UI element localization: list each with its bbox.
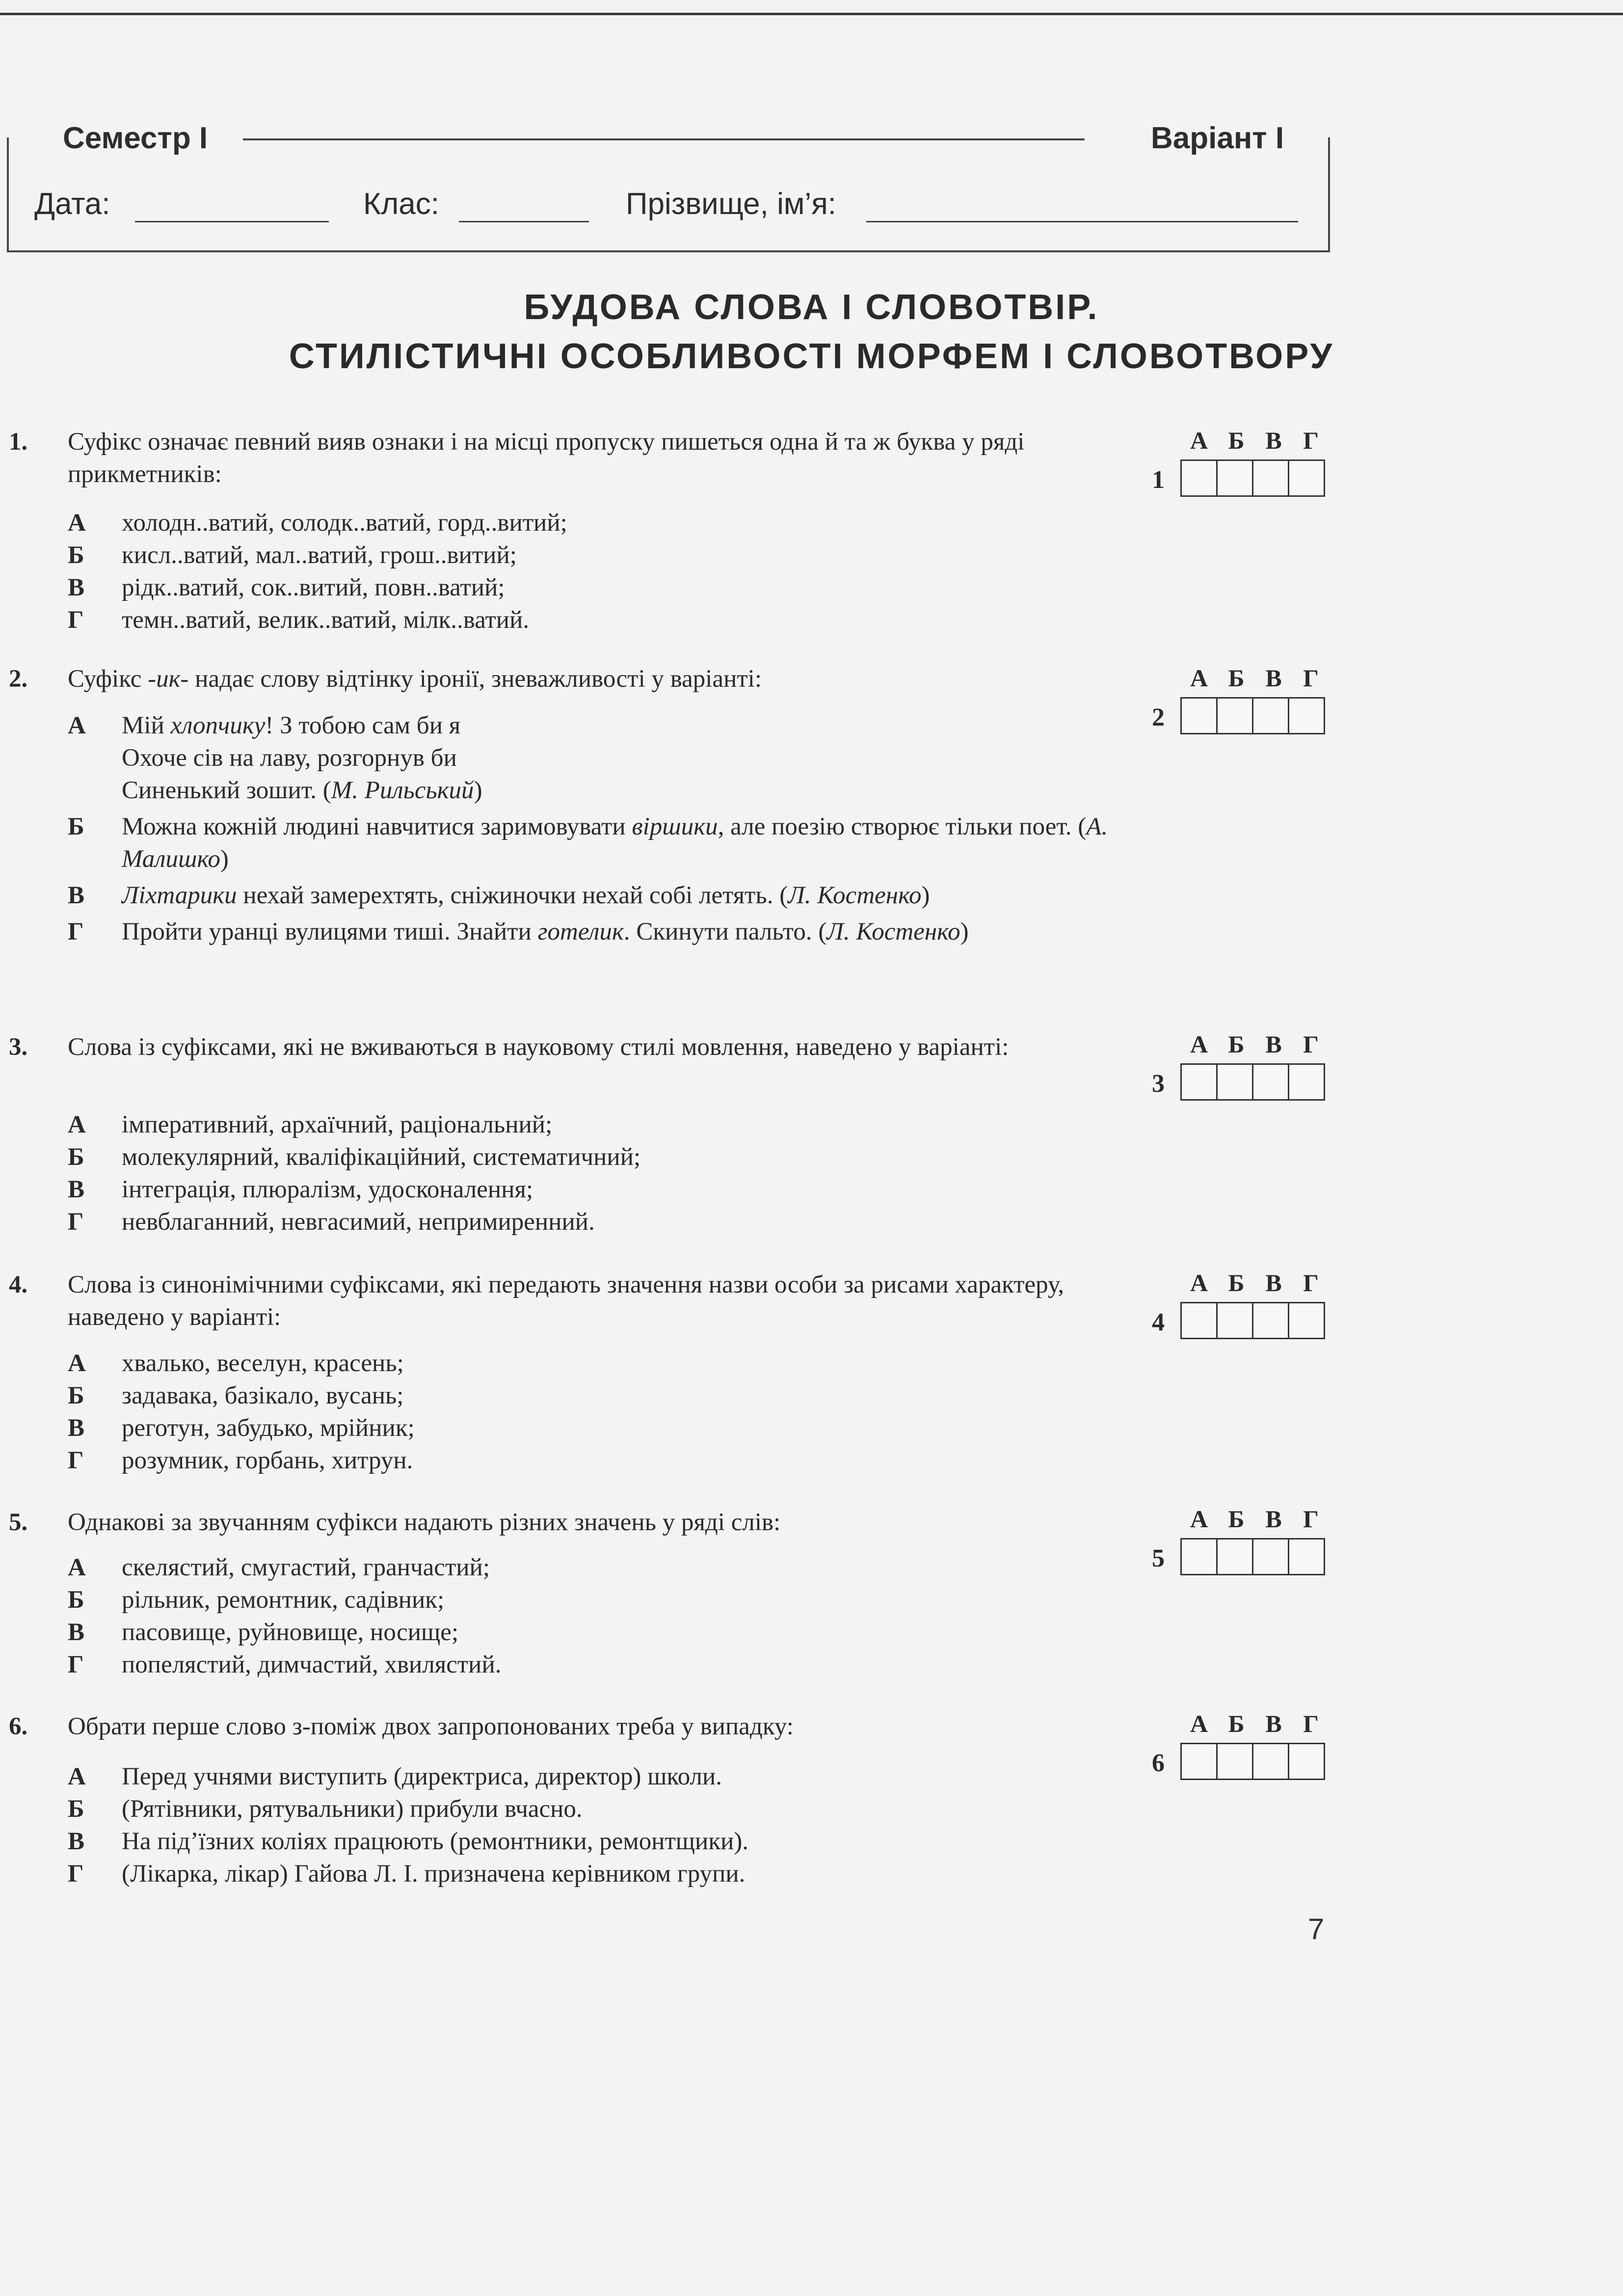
answer-cells (1180, 459, 1330, 497)
option-c[interactable]: В Ліхтарики нехай замерехтять, сніжиночки нехай собі летять. (Л. Костенко) (68, 882, 930, 909)
question-number: 1. (9, 428, 28, 456)
answer-cells (1180, 1743, 1330, 1780)
options-list (68, 507, 1128, 636)
question-stem: Однакові за звучанням суфікси надають різних значень у ряді слів: (68, 1509, 781, 1536)
answer-cell-b[interactable] (1216, 1302, 1253, 1339)
date-label: Дата: (34, 187, 110, 221)
options-list (68, 1760, 1128, 1890)
answer-cell-d[interactable] (1288, 1063, 1325, 1101)
answer-cell-a[interactable] (1180, 1743, 1218, 1780)
option-d[interactable]: Г (Лікарка, лікар) Гайова Л. І. призначена керівником групи. (68, 1860, 745, 1888)
question-stem: Обрати перше слово з-поміж двох запропонованих треба у випадку: (68, 1713, 794, 1740)
question-number: 5. (9, 1509, 28, 1536)
option-c[interactable]: В рідк..ватий, сок..витий, повн..ватий; (68, 574, 505, 601)
answer-cells (1180, 1063, 1330, 1101)
answer-cell-d[interactable] (1288, 1538, 1325, 1575)
options-list (68, 1347, 1128, 1477)
question-number: 6. (9, 1713, 28, 1740)
option-a[interactable]: А холодн..ватий, солодк..ватий, горд..витий; (68, 509, 567, 537)
top-rule (0, 13, 1623, 15)
page-title-line2: СТИЛІСТИЧНІ ОСОБЛИВОСТІ МОРФЕМ І СЛОВОТВОРУ (289, 337, 1334, 376)
answer-number: 2 (1152, 703, 1165, 731)
options-list (68, 1551, 1128, 1681)
option-c[interactable]: В реготун, забудько, мрійник; (68, 1414, 415, 1442)
options-list (68, 1108, 1128, 1238)
option-d[interactable]: Г темн..ватий, велик..ватий, мілк..ватий. (68, 606, 530, 634)
option-c[interactable]: В На під’їзних коліях працюють (ремонтники, ремонтщики). (68, 1828, 749, 1855)
class-field[interactable] (459, 221, 589, 222)
option-a[interactable]: А імперативний, архаїчний, раціональний; (68, 1111, 553, 1138)
option-d[interactable]: Г розумник, горбань, хитрун. (68, 1447, 413, 1474)
answer-cell-c[interactable] (1252, 1538, 1289, 1575)
answer-cell-c[interactable] (1252, 1743, 1289, 1780)
option-b[interactable]: Б молекулярний, кваліфікаційний, систематичний; (68, 1143, 641, 1171)
answer-cell-c[interactable] (1252, 459, 1289, 497)
answer-number: 6 (1152, 1749, 1165, 1777)
option-b[interactable]: Б задавака, базікало, вусань; (68, 1382, 404, 1409)
answer-cell-c[interactable] (1252, 1302, 1289, 1339)
question-number: 2. (9, 665, 28, 693)
option-c[interactable]: В інтеграція, плюралізм, удосконалення; (68, 1176, 533, 1203)
option-a[interactable]: А Мій хлопчику! З тобою сам би я Охоче сів на лаву, розгорнув би Синенький зошит. (М. Рильський) (68, 712, 482, 804)
answer-cell-c[interactable] (1252, 1063, 1289, 1101)
answer-number: 3 (1152, 1070, 1165, 1098)
option-d[interactable]: Г попелястий, димчастий, хвилястий. (68, 1651, 502, 1678)
answer-cell-a[interactable] (1180, 459, 1218, 497)
question-number: 3. (9, 1033, 28, 1061)
answer-number: 5 (1152, 1544, 1165, 1572)
option-a[interactable]: А хвалько, веселун, красень; (68, 1350, 404, 1377)
answer-cell-d[interactable] (1288, 1302, 1325, 1339)
answer-cell-a[interactable] (1180, 1302, 1218, 1339)
option-b[interactable]: Б (Рятівники, рятувальники) прибули вчасно. (68, 1795, 583, 1823)
answer-cell-c[interactable] (1252, 697, 1289, 734)
option-d[interactable]: Г Пройти уранці вулицями тиші. Знайти готелик. Скинути пальто. (Л. Костенко) (68, 918, 969, 945)
question-stem: Суфікс означає певний вияв ознаки і на місці пропуску пишеться одна й та ж буква у ряді прикметників: (68, 428, 1025, 488)
variant-label: Варіант I (1146, 121, 1289, 156)
option-a[interactable]: А Перед учнями виступить (директриса, директор) школи. (68, 1763, 722, 1790)
semester-label: Семестр I (53, 121, 217, 156)
answer-cell-b[interactable] (1216, 459, 1253, 497)
question-stem: Слова із синонімічними суфіксами, які передають значення назви особи за рисами характеру, наведено у варіанті: (68, 1271, 1064, 1331)
answer-cell-b[interactable] (1216, 1063, 1253, 1101)
name-label: Прізвище, ім’я: (626, 187, 837, 221)
option-a[interactable]: А скелястий, смугастий, гранчастий; (68, 1554, 490, 1581)
answer-cell-a[interactable] (1180, 697, 1218, 734)
option-b[interactable]: Б Можна кожній людині навчитися заримовувати віршики, але поезію створює тільки поет. (А. Малишко) (68, 813, 1108, 873)
page-number: 7 (1308, 1913, 1325, 1945)
answer-cells (1180, 1538, 1330, 1575)
question-stem: Суфікс -ик- надає слову відтінку іронії, зневажливості у варіанті: (68, 665, 762, 693)
answer-cell-a[interactable] (1180, 1063, 1218, 1101)
option-d[interactable]: Г невблаганний, невгасимий, непримиренний. (68, 1208, 595, 1236)
answer-cell-b[interactable] (1216, 1538, 1253, 1575)
answer-cell-b[interactable] (1216, 1743, 1253, 1780)
answer-cells (1180, 1302, 1330, 1339)
class-label: Клас: (363, 187, 439, 221)
answer-cell-a[interactable] (1180, 1538, 1218, 1575)
header-top-line (243, 138, 1085, 140)
date-field[interactable] (135, 221, 329, 222)
answer-number: 1 (1152, 466, 1165, 494)
answer-cell-b[interactable] (1216, 697, 1253, 734)
question-stem: Слова із суфіксами, які не вживаються в науковому стилі мовлення, наведено у варіанті: (68, 1033, 1009, 1061)
option-b[interactable]: Б кисл..ватий, мал..ватий, грош..витий; (68, 541, 517, 569)
answer-cells (1180, 697, 1330, 734)
question-number: 4. (9, 1271, 28, 1298)
answer-cell-d[interactable] (1288, 459, 1325, 497)
answer-cell-d[interactable] (1288, 1743, 1325, 1780)
options-list (68, 709, 1128, 948)
page-title-line1: БУДОВА СЛОВА І СЛОВОТВІР. (524, 288, 1099, 327)
option-c[interactable]: В пасовище, руйновище, носище; (68, 1619, 459, 1646)
answer-cell-d[interactable] (1288, 697, 1325, 734)
option-b[interactable]: Б рільник, ремонтник, садівник; (68, 1586, 445, 1614)
name-field[interactable] (866, 221, 1298, 222)
answer-number: 4 (1152, 1308, 1165, 1336)
